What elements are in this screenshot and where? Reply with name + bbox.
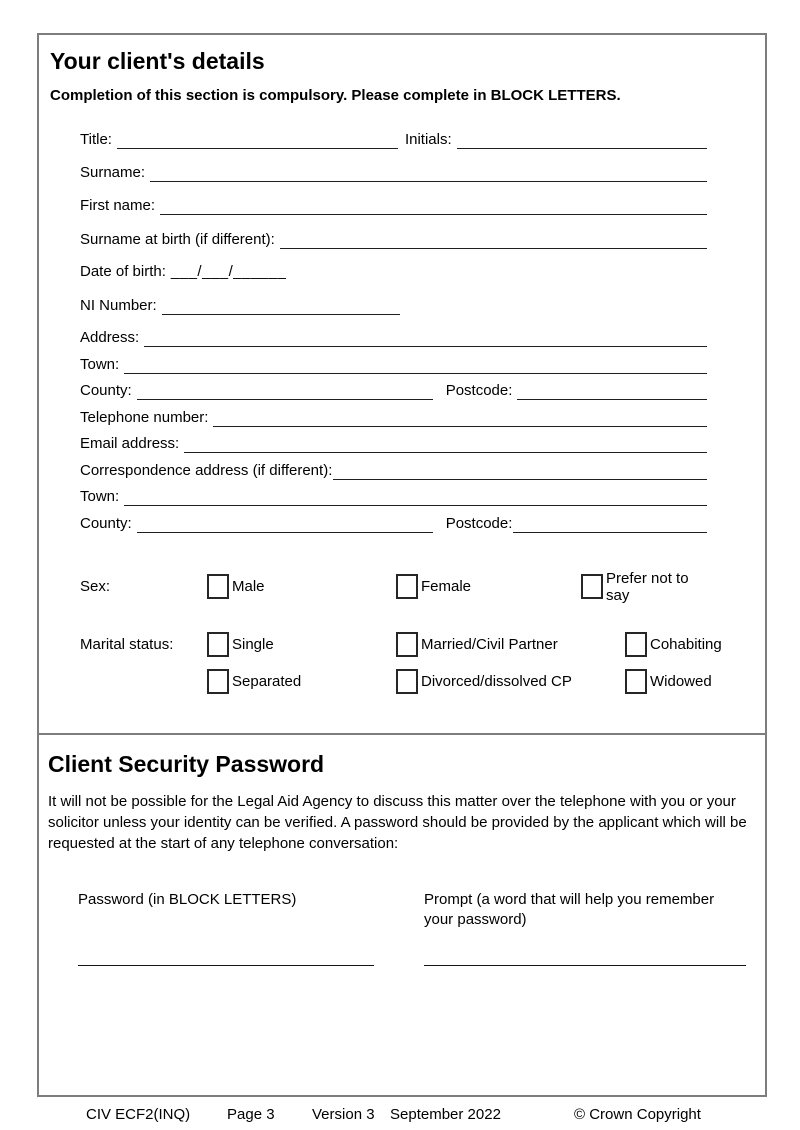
address-row <box>80 327 707 347</box>
married-civil-partner-label: Married/Civil Partner <box>421 636 558 653</box>
ni-number-row <box>80 295 707 315</box>
ni-number-input-line[interactable] <box>162 299 400 315</box>
cohabiting-checkbox[interactable] <box>625 632 647 657</box>
password-section-body: It will not be possible for the Legal Aid Agency to discuss this matter over the telephone with you or your solicitor unless your identity can be verified. A password should be provided by the applicant which will be requested at the start of any telephone conversation: <box>48 793 747 852</box>
postcode-label: Postcode: <box>445 382 513 399</box>
correspondence-postcode-label: Postcode: <box>445 515 513 532</box>
female-label: Female <box>421 578 472 595</box>
footer-form-code: CIV ECF2(INQ) <box>86 1106 191 1123</box>
divorced-dissolved-cp-label: Divorced/dissolved CP <box>421 673 572 690</box>
initials-input-line[interactable] <box>457 133 707 149</box>
date-of-birth-label: Date of birth: <box>80 263 166 280</box>
correspondence-address-input-line[interactable] <box>333 464 707 480</box>
widowed-checkbox[interactable] <box>625 669 647 694</box>
section-subtitle: Completion of this section is compulsory. Please complete in BLOCK LETTERS. <box>50 87 621 104</box>
surname-input-line[interactable] <box>150 166 707 182</box>
first-name-input-line[interactable] <box>160 199 707 215</box>
client-security-password-section <box>39 733 765 1095</box>
prefer-not-to-say-checkbox[interactable] <box>581 574 603 599</box>
single-label: Single <box>232 636 274 653</box>
address-label: Address: <box>80 329 140 346</box>
female-checkbox[interactable] <box>396 574 418 599</box>
marital-option-married <box>396 632 625 657</box>
footer-page-number: Page 3 <box>227 1106 275 1123</box>
correspondence-address-label: Correspondence address (if different): <box>80 462 333 479</box>
footer-version: Version 3 <box>312 1106 375 1123</box>
separated-checkbox[interactable] <box>207 669 229 694</box>
correspondence-postcode-input-line[interactable] <box>513 517 707 533</box>
prompt-input-line[interactable] <box>424 943 746 966</box>
correspondence-county-input-line[interactable] <box>137 517 433 533</box>
telephone-input-line[interactable] <box>213 411 707 427</box>
client-details-section <box>39 35 765 733</box>
male-label: Male <box>232 578 265 595</box>
password-input-line[interactable] <box>78 943 374 966</box>
surname-at-birth-label: Surname at birth (if different): <box>80 231 275 248</box>
first-name-label: First name: <box>80 197 156 214</box>
footer-date: September 2022 <box>390 1106 501 1123</box>
password-section-title: Client Security Password <box>48 751 325 777</box>
sex-label: Sex: <box>80 578 111 595</box>
email-row <box>80 433 707 453</box>
correspondence-town-label: Town: <box>80 488 120 505</box>
sex-option-prefer-not-to-say <box>581 570 707 604</box>
initials-label: Initials: <box>404 131 452 148</box>
marital-status-row-1 <box>80 631 722 658</box>
correspondence-address-row <box>80 460 707 480</box>
divorced-dissolved-cp-checkbox[interactable] <box>396 669 418 694</box>
cohabiting-label: Cohabiting <box>650 636 722 653</box>
page-footer <box>0 1106 800 1126</box>
marital-status-row-2 <box>80 668 712 695</box>
password-label: Password (in BLOCK LETTERS) <box>78 891 297 908</box>
correspondence-town-input-line[interactable] <box>124 490 707 506</box>
sex-option-male <box>207 574 396 599</box>
surname-label: Surname: <box>80 164 146 181</box>
first-name-row <box>80 195 707 215</box>
section-title: Your client's details <box>50 48 265 74</box>
telephone-row <box>80 407 707 427</box>
prompt-label: Prompt (a word that will help you remember your password) <box>424 891 715 928</box>
marital-option-separated <box>207 669 396 694</box>
married-civil-partner-checkbox[interactable] <box>396 632 418 657</box>
sex-row <box>80 569 707 604</box>
date-of-birth-input-line[interactable]: ___/___/______ <box>170 263 287 280</box>
single-checkbox[interactable] <box>207 632 229 657</box>
widowed-label: Widowed <box>650 673 712 690</box>
marital-option-divorced <box>396 669 625 694</box>
title-label: Title: <box>80 131 112 148</box>
separated-label: Separated <box>232 673 302 690</box>
town-input-line[interactable] <box>124 358 707 374</box>
form-page-border <box>37 33 767 1097</box>
address-input-line[interactable] <box>144 331 707 347</box>
surname-at-birth-row <box>80 229 707 249</box>
title-initials-row <box>80 129 707 149</box>
date-of-birth-row <box>80 261 707 281</box>
sex-option-female <box>396 574 581 599</box>
county-input-line[interactable] <box>137 384 433 400</box>
marital-status-label: Marital status: <box>80 636 174 653</box>
correspondence-county-label: County: <box>80 515 132 532</box>
marital-option-single <box>207 632 396 657</box>
prefer-not-to-say-label: Prefer not to say <box>606 569 689 604</box>
county-label: County: <box>80 382 132 399</box>
footer-copyright: © Crown Copyright <box>574 1106 701 1123</box>
surname-at-birth-input-line[interactable] <box>280 233 707 249</box>
county-postcode-row <box>80 380 707 400</box>
marital-option-cohabiting <box>625 632 722 657</box>
town-row <box>80 354 707 374</box>
title-input-line[interactable] <box>117 133 398 149</box>
correspondence-county-postcode-row <box>80 513 707 533</box>
male-checkbox[interactable] <box>207 574 229 599</box>
surname-row <box>80 162 707 182</box>
ni-number-label: NI Number: <box>80 297 157 314</box>
email-input-line[interactable] <box>184 437 707 453</box>
marital-option-widowed <box>625 669 712 694</box>
telephone-label: Telephone number: <box>80 409 209 426</box>
email-label: Email address: <box>80 435 180 452</box>
postcode-input-line[interactable] <box>517 384 707 400</box>
town-label: Town: <box>80 356 120 373</box>
correspondence-town-row <box>80 486 707 506</box>
